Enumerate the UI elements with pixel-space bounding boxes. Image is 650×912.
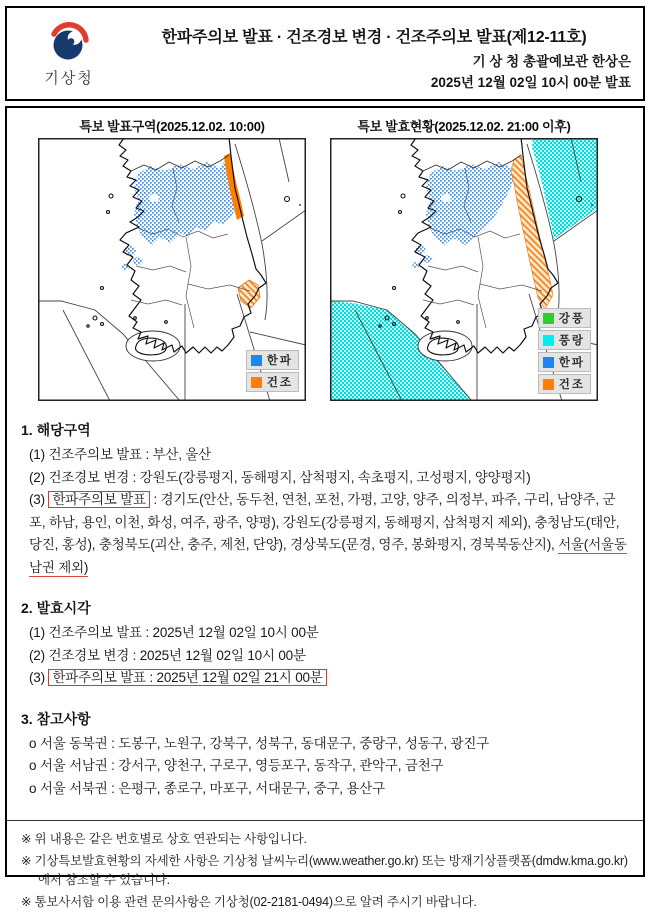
footer-divider bbox=[7, 820, 643, 821]
item-number: (3) bbox=[29, 492, 48, 507]
times-item-2: (2) 건조경보 변경 : 2025년 12월 02일 10시 00분 bbox=[21, 645, 627, 668]
coldwave-swatch-icon bbox=[251, 355, 262, 366]
section-regions bbox=[21, 420, 627, 579]
footnotes bbox=[7, 830, 643, 912]
map-in-effect bbox=[330, 116, 598, 401]
maps-row bbox=[7, 108, 643, 401]
windwave-swatch-icon bbox=[543, 335, 554, 346]
legend-item-coldwave bbox=[246, 350, 299, 370]
footnote-1: ※ 위 내용은 같은 번호별로 상호 연관되는 사항입니다. bbox=[21, 830, 629, 850]
section-times-title: 2. 발효시각 bbox=[21, 598, 627, 618]
dry-swatch-icon bbox=[251, 377, 262, 388]
legend-label: 강풍 bbox=[559, 310, 585, 326]
issuer-block bbox=[117, 51, 631, 93]
legend-issued bbox=[246, 350, 299, 392]
footnote-2: ※ 기상특보발효현황의 자세한 사항은 기상청 날씨누리(www.weather.go.kr) 또는 방재기상플랫폼(dmdw.kma.go.kr)에서 참조할 수 있습니다. bbox=[21, 852, 629, 891]
page-title: 한파주의보 발표 · 건조경보 변경 · 건조주의보 발표(제12-11호) bbox=[117, 24, 631, 47]
body-sections bbox=[7, 420, 643, 800]
map-effective-title: 특보 발효현황(2025.12.02. 21:00 이후) bbox=[330, 116, 598, 135]
coldwave-time-highlight: 한파주의보 발표 : 2025년 12월 02일 21시 00분 bbox=[48, 669, 326, 686]
map-issued-frame bbox=[38, 138, 306, 401]
section-regions-title: 1. 해당구역 bbox=[21, 420, 627, 440]
legend-label: 한파 bbox=[559, 354, 585, 370]
remarks-item-2: o 서울 서남권 : 강서구, 양천구, 구로구, 영등포구, 동작구, 관악구, 금천구 bbox=[21, 755, 627, 778]
legend-item-coldwave bbox=[538, 352, 591, 372]
map-issued-title: 특보 발표구역(2025.12.02. 10:00) bbox=[38, 116, 306, 135]
remarks-item-1: o 서울 동북권 : 도봉구, 노원구, 강북구, 성북구, 동대문구, 중랑구, 성동구, 광진구 bbox=[21, 733, 627, 756]
remarks-item-3: o 서울 서북권 : 은평구, 종로구, 마포구, 서대문구, 중구, 용산구 bbox=[21, 778, 627, 801]
times-item-1: (1) 건조주의보 발표 : 2025년 12월 02일 10시 00분 bbox=[21, 622, 627, 645]
kma-logo-block bbox=[21, 14, 117, 93]
times-item-3 bbox=[21, 667, 627, 690]
legend-label: 건조 bbox=[267, 374, 293, 390]
legend-item-strongwind bbox=[538, 308, 591, 328]
header-right bbox=[117, 14, 631, 93]
legend-item-windwave bbox=[538, 330, 591, 350]
header-box bbox=[5, 6, 645, 101]
legend-item-dry bbox=[246, 372, 299, 392]
strongwind-swatch-icon bbox=[543, 313, 554, 324]
legend-effective bbox=[538, 308, 591, 394]
dry-swatch-icon bbox=[543, 379, 554, 390]
footnote-3: ※ 통보사서함 이용 관련 문의사항은 기상청(02-2181-0494)으로 알려 주시기 바랍니다. bbox=[21, 893, 629, 912]
kma-logo-icon bbox=[46, 19, 92, 63]
item-number: (3) bbox=[29, 670, 48, 685]
legend-item-dry bbox=[538, 374, 591, 394]
issued-datetime: 2025년 12월 02일 10시 00분 발표 bbox=[117, 72, 631, 93]
regions-item-3 bbox=[21, 489, 627, 579]
issuer-name: 기 상 청 총괄예보관 한상은 bbox=[117, 51, 631, 72]
map-issued-regions bbox=[38, 116, 306, 401]
regions-item-2: (2) 건조경보 변경 : 강원도(강릉평지, 동해평지, 삼척평지, 속초평지, 고성평지, 양양평지) bbox=[21, 467, 627, 490]
coldwave-swatch-icon bbox=[543, 357, 554, 368]
section-effective-times bbox=[21, 598, 627, 690]
legend-label: 한파 bbox=[267, 352, 293, 368]
section-remarks bbox=[21, 709, 627, 801]
agency-name: 기상청 bbox=[44, 67, 93, 88]
content-box bbox=[5, 106, 645, 877]
regions-item-3-body: : 경기도(안산, 동두천, 연천, 포천, 가평, 고양, 양주, 의정부, 파주, 구리, 남양주, 군포, 하남, 용인, 이천, 화성, 여주, 광주, 양평), 강원도(강릉평지, 동해평지, 삼척평지 제외), 충청남도(태안, 당진, 홍성), 충청북도(괴산, 충주, 제천, 단양), 경상북도(문경, 영주, 봉화평지, 경북북동산지), bbox=[29, 492, 619, 552]
legend-label: 풍랑 bbox=[559, 332, 585, 348]
section-remarks-title: 3. 참고사항 bbox=[21, 709, 627, 729]
seoul-exclusion-underline: 서울(서울동남권 제외) bbox=[29, 537, 627, 577]
map-effective-frame bbox=[330, 138, 598, 401]
regions-item-1: (1) 건조주의보 발표 : 부산, 울산 bbox=[21, 444, 627, 467]
coldwave-issue-highlight: 한파주의보 발표 bbox=[48, 491, 149, 508]
legend-label: 건조 bbox=[559, 376, 585, 392]
